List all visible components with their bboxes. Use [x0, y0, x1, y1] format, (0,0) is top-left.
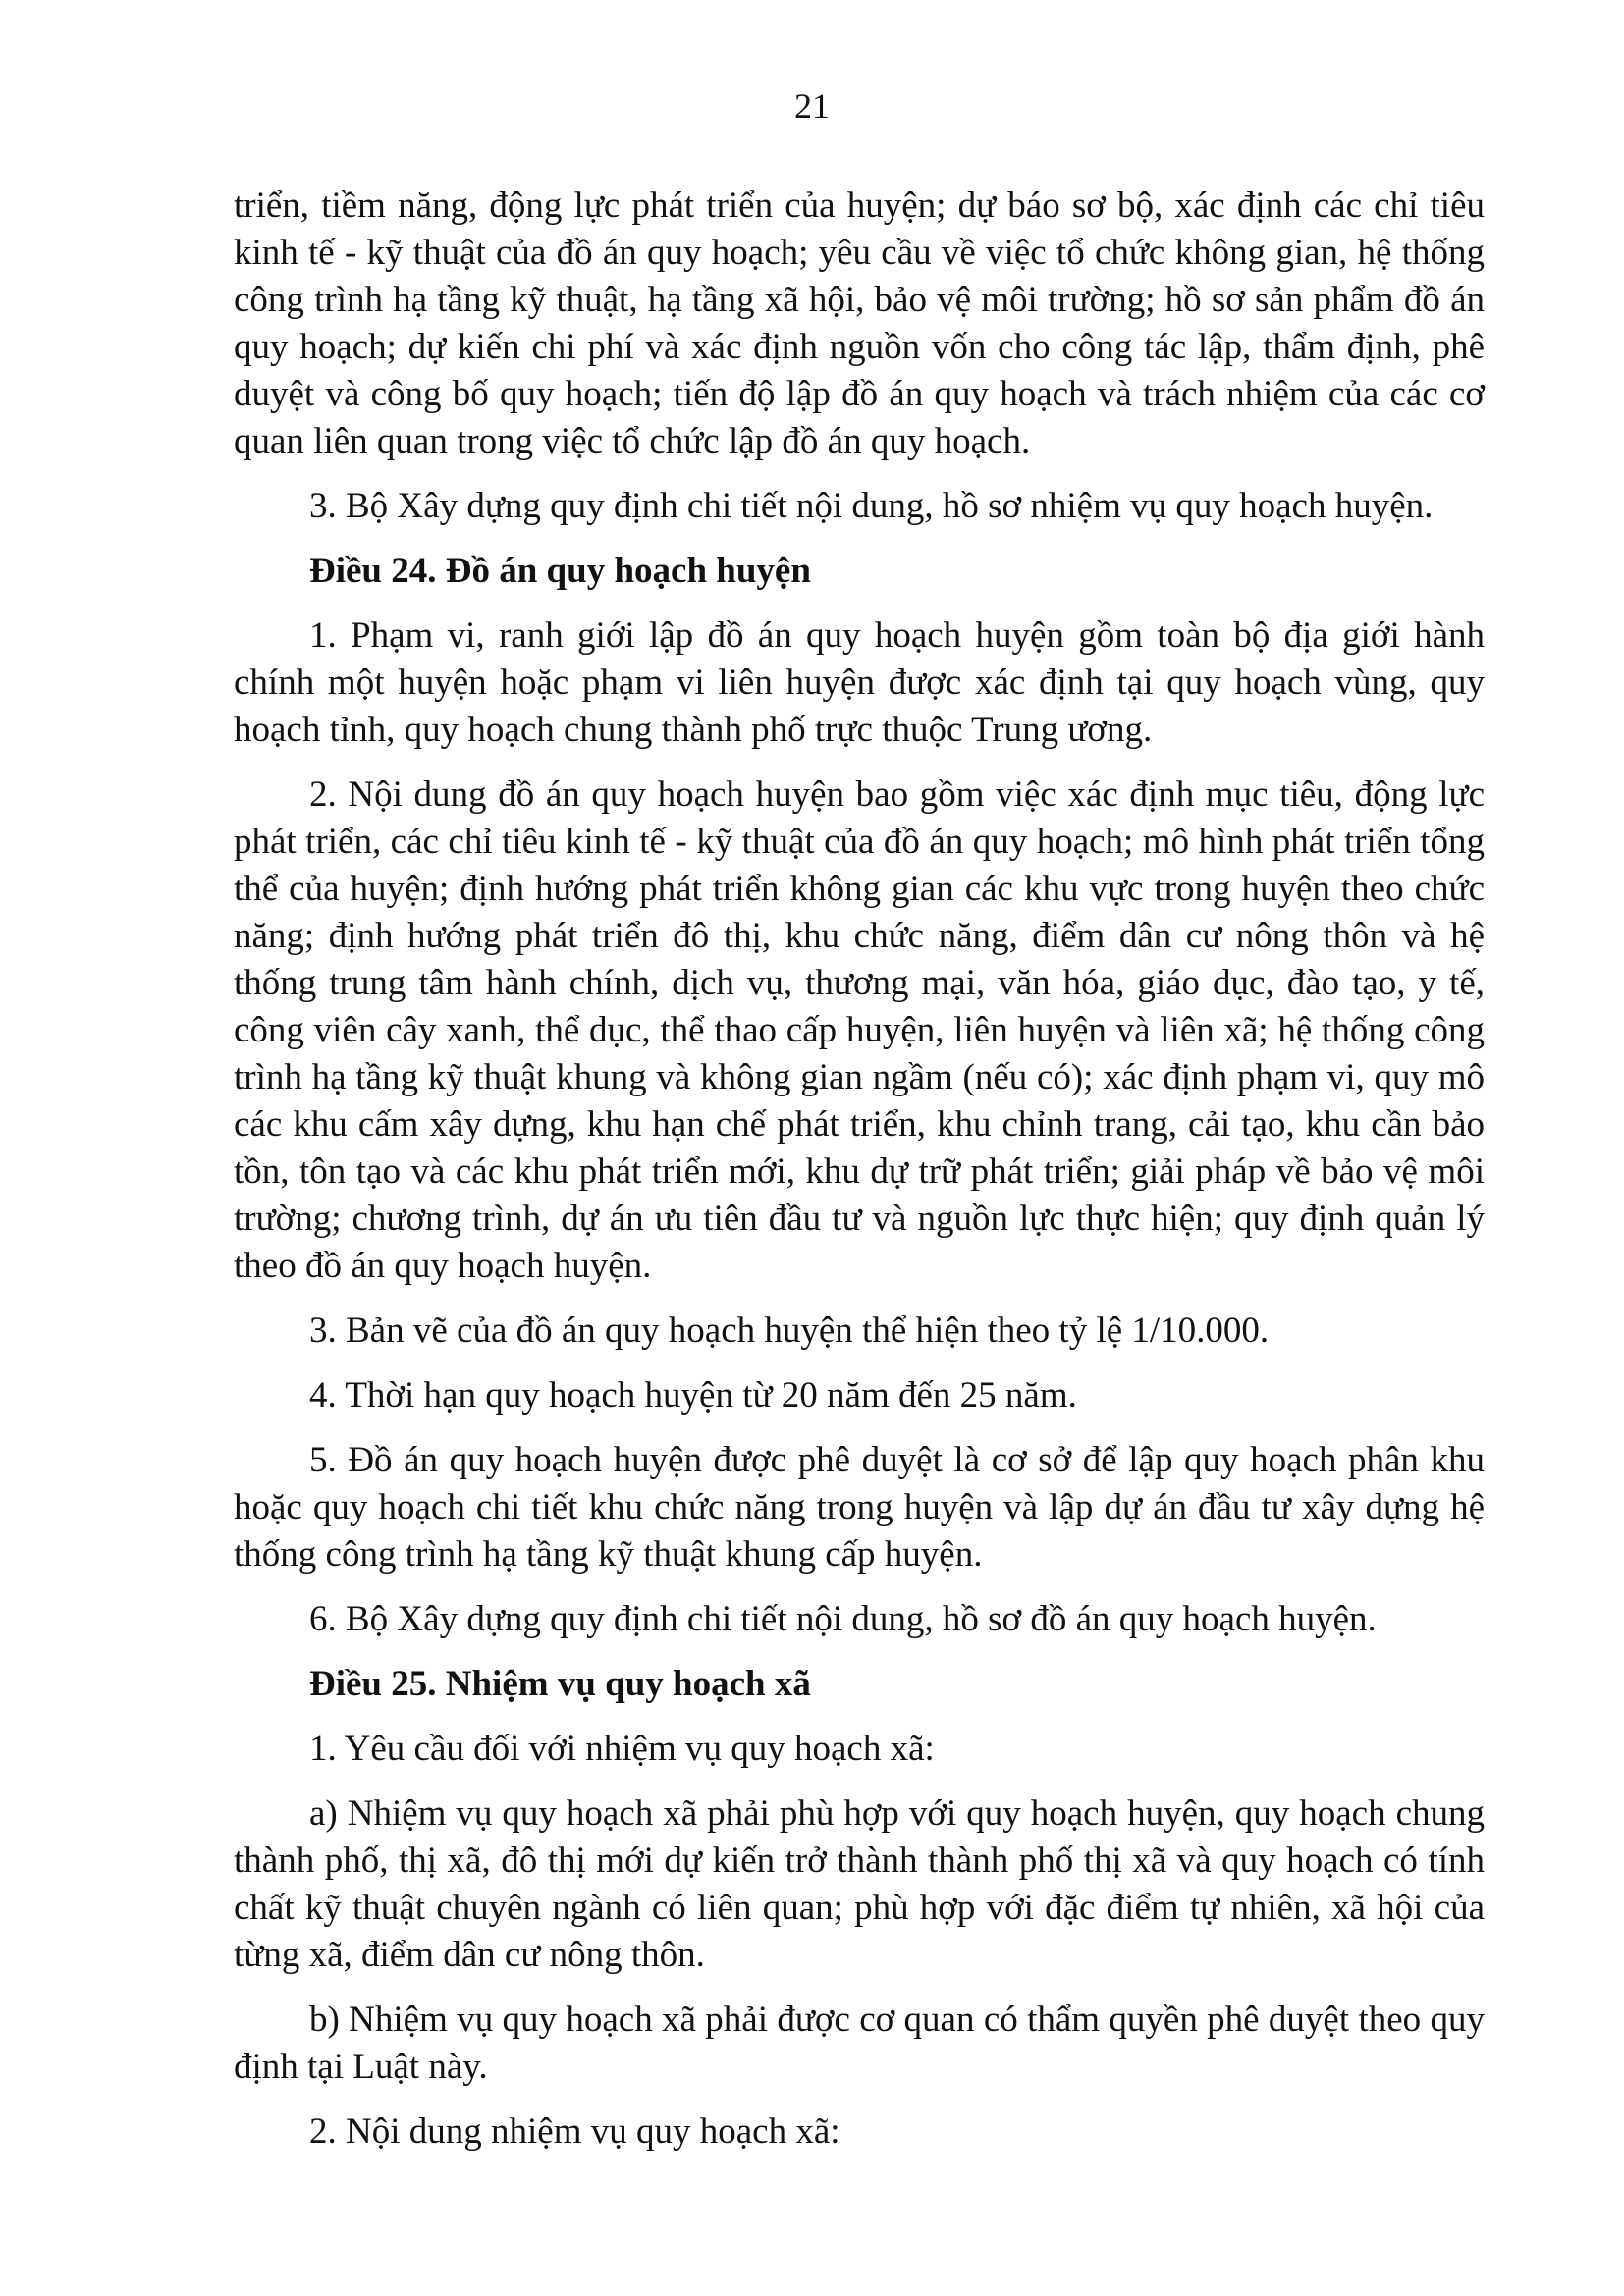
page-number: 21: [794, 86, 830, 126]
paragraph: 3. Bản vẽ của đồ án quy hoạch huyện thể hiện theo tỷ lệ 1/10.000.: [309, 1310, 1270, 1351]
paragraph: 2. Nội dung đồ án quy hoạch huyện bao gồm việc xác định mục tiêu, động lực phát triển, các chỉ tiêu kinh tế - kỹ thuật của đồ án quy hoạch; mô hình phát triển tổng thể của huyện; định hướng phát triển không gian các khu vực trong huyện theo chức năng; định hướng phát triển đô thị, khu chức năng, điểm dân cư nông thôn và hệ thống trung tâm hành chính, dịch vụ, thương mại, văn hóa, giáo dục, đào tạo, y tế, công viên cây xanh, thể dục, thể thao cấp huyện, liên huyện và liên xã; hệ thống công trình hạ tầng kỹ thuật khung và không gian ngầm (nếu có); xác định phạm vi, quy mô các khu cấm xây dựng, khu hạn chế phát triển, khu chỉnh trang, cải tạo, khu cần bảo tồn, tôn tạo và các khu phát triển mới, khu dự trữ phát triển; giải pháp về bảo vệ môi trường; chương trình, dự án ưu tiên đầu tư và nguồn lực thực hiện; quy định quản lý theo đồ án quy hoạch huyện.: [234, 774, 1485, 1286]
article-heading: Điều 25. Nhiệm vụ quy hoạch xã: [309, 1664, 811, 1704]
paragraph: 3. Bộ Xây dựng quy định chi tiết nội dung, hồ sơ nhiệm vụ quy hoạch huyện.: [309, 486, 1434, 526]
document-body: [234, 183, 1485, 2173]
paragraph: 1. Yêu cầu đối với nhiệm vụ quy hoạch xã:: [309, 1729, 935, 1769]
paragraph: triển, tiềm năng, động lực phát triển của huyện; dự báo sơ bộ, xác định các chỉ tiêu kinh tế - kỹ thuật của đồ án quy hoạch; yêu cầu về việc tổ chức không gian, hệ thống công trình hạ tầng kỹ thuật, hạ tầng xã hội, bảo vệ môi trường; hồ sơ sản phẩm đồ án quy hoạch; dự kiến chi phí và xác định nguồn vốn cho công tác lập, thẩm định, phê duyệt và công bố quy hoạch; tiến độ lập đồ án quy hoạch và trách nhiệm của các cơ quan liên quan trong việc tổ chức lập đồ án quy hoạch.: [234, 186, 1485, 461]
paragraph: 2. Nội dung nhiệm vụ quy hoạch xã:: [309, 2111, 840, 2152]
paragraph: 6. Bộ Xây dựng quy định chi tiết nội dung, hồ sơ đồ án quy hoạch huyện.: [309, 1599, 1377, 1639]
paragraph: 5. Đồ án quy hoạch huyện được phê duyệt là cơ sở để lập quy hoạch phân khu hoặc quy hoạch chi tiết khu chức năng trong huyện và lập dự án đầu tư xây dựng hệ thống công trình hạ tầng kỹ thuật khung cấp huyện.: [234, 1440, 1485, 1575]
paragraph: a) Nhiệm vụ quy hoạch xã phải phù hợp với quy hoạch huyện, quy hoạch chung thành phố, thị xã, đô thị mới dự kiến trở thành thành phố thị xã và quy hoạch có tính chất kỹ thuật chuyên ngành có liên quan; phù hợp với đặc điểm tự nhiên, xã hội của từng xã, điểm dân cư nông thôn.: [234, 1793, 1485, 1975]
paragraph: 4. Thời hạn quy hoạch huyện từ 20 năm đến 25 năm.: [309, 1375, 1077, 1415]
paragraph: 1. Phạm vi, ranh giới lập đồ án quy hoạch huyện gồm toàn bộ địa giới hành chính một huyện hoặc phạm vi liên huyện được xác định tại quy hoạch vùng, quy hoạch tỉnh, quy hoạch chung thành phố trực thuộc Trung ương.: [234, 615, 1485, 750]
article-heading: Điều 24. Đồ án quy hoạch huyện: [309, 551, 811, 591]
paragraph: b) Nhiệm vụ quy hoạch xã phải được cơ quan có thẩm quyền phê duyệt theo quy định tại Luật này.: [234, 2000, 1485, 2087]
